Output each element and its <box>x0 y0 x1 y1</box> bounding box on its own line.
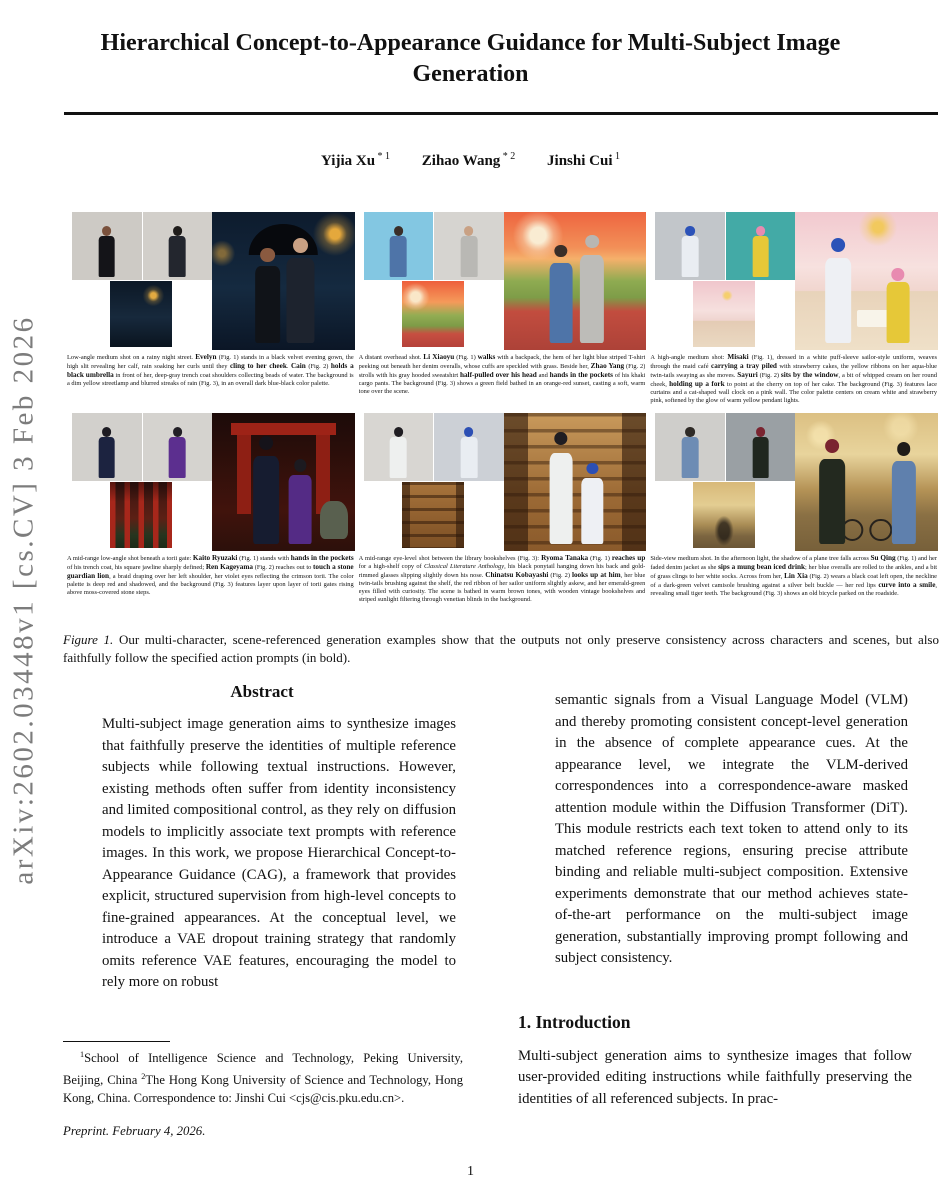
panel-images <box>66 413 355 551</box>
person-silhouette <box>682 236 699 277</box>
preprint-date-line: Preprint. February 4, 2026. <box>63 1124 206 1139</box>
reference-image-scene <box>693 281 755 347</box>
author-affiliation-mark: * 2 <box>500 151 516 162</box>
subject-references <box>364 212 504 280</box>
author-3 <box>547 153 620 169</box>
footnote-divider <box>63 1041 170 1042</box>
person-silhouette <box>255 266 281 343</box>
reference-images <box>66 212 212 347</box>
reference-image-subject-2 <box>143 413 213 481</box>
introduction-paragraph: Multi-subject generation aims to synthesize images that follow user-provided editing instructions while faithfully preserving the identities of all referenced subjects. In prac- <box>518 1047 912 1107</box>
person-silhouette <box>253 456 279 544</box>
panel-rainy-street <box>66 212 355 408</box>
left-column <box>63 680 461 994</box>
panel-caption: A mid-range low-angle shot beneath a torii gate: Kaito Ryuzaki (Fig. 1) stands with hands in the pockets of his trench coat, his square jawline sharply defined; Ren Kageyama (Fig. 2) reaches out to touch a stone guardian lion, a braid draping over her left shoulder, her violet eyes reflecting the crimson torii. The color palette is deep red and shadowed, and the background (Fig. 3) features layer upon layer of torii gates rising above moss-covered stone steps. <box>67 554 354 597</box>
abstract-text-part-2: semantic signals from a Visual Language Model (VLM) and thereby promoting consistent concept-level generation in the absence of complete appearance cues. At the appearance level, we integrate the VLM-derived correspondences into a correspondence-aware masked attention module within the Diffusion Transformer (DiT). This module restricts each text token to attend only to its matched reference regions, ensuring precise attribute binding and reliable multi-subject composition. Extensive experiments demonstrate that our method achieves state-of-the-art performance on the multi-subject image generation, substantially improving prompt following and subject consistency. <box>555 692 908 966</box>
person-silhouette <box>461 437 478 478</box>
person-silhouette <box>752 437 769 478</box>
person-silhouette <box>98 236 115 277</box>
figure-1-caption <box>63 631 939 667</box>
reference-image-scene <box>693 482 755 548</box>
generated-image <box>795 413 938 551</box>
reference-image-scene <box>402 281 464 347</box>
figure-caption-text: Our multi-character, scene-referenced generation examples show that the outputs not only preserve consistency across characters and scenes, but also faithfully follow the specified action prompts (in bold). <box>63 632 939 665</box>
panel-library <box>358 413 647 628</box>
author-name: Zihao Wang <box>421 153 501 169</box>
figure-1 <box>66 212 938 628</box>
person-silhouette <box>549 453 572 544</box>
title-divider <box>64 112 938 115</box>
reference-images <box>66 413 212 548</box>
panel-images <box>649 212 938 350</box>
panel-autumn-street <box>649 413 938 628</box>
person-silhouette <box>581 478 602 544</box>
person-silhouette <box>580 255 604 343</box>
reference-image-scene <box>110 482 172 548</box>
person-silhouette <box>820 459 846 545</box>
right-column <box>518 690 912 1110</box>
subject-references <box>364 413 504 481</box>
panel-caption: Low-angle medium shot on a rainy night street. Evelyn (Fig. 1) stands in a black velvet evening gown, the high slit revealing her calf, rain soaking her curls until they cling to her cheek. Cain (Fig. 2) holds a black umbrella in front of her, deep-gray trench coat shoulders collecting beads of water. The background is a dim yellow streetlamp and blurred streaks of rain (Fig. 3), in an overall dark blue-black color palette. <box>67 353 354 388</box>
reference-image-scene <box>110 281 172 347</box>
panel-maid-cafe <box>649 212 938 408</box>
reference-image-subject-1 <box>72 413 142 481</box>
reference-image-subject-1 <box>655 413 725 481</box>
generated-image <box>212 212 355 350</box>
subject-references <box>72 212 212 280</box>
author-1 <box>321 153 390 169</box>
generated-image <box>795 212 938 350</box>
person-silhouette <box>887 282 910 343</box>
person-silhouette <box>287 258 314 344</box>
figure-row-1 <box>66 212 938 408</box>
author-name: Jinshi Cui <box>547 153 613 169</box>
panel-images <box>66 212 355 350</box>
reference-image-subject-2 <box>434 413 504 481</box>
page-number: 1 <box>467 1164 474 1179</box>
panel-torii-gate <box>66 413 355 628</box>
figure-caption-label: Figure 1. <box>63 632 114 647</box>
abstract-text-part-1: Multi-subject image generation aims to synthesize images that faithfully preserve the identities of multiple reference subjects while following textual instructions. However, existing methods often suffer from identity inconsistency and limited compositional control, as they rely on diffusion models to implicitly associate text prompts with reference images. In this work, we propose Hierarchical Concept-to-Appearance Guidance (CAG), a framework that provides explicit, structured supervision from high-level concepts to fine-grained appearances. At the conceptual level, we introduce a VAE dropout training strategy that randomly omits reference VAE features, encouraging the model to rely more on robust <box>102 716 456 990</box>
generated-image <box>504 413 647 551</box>
reference-image-subject-2 <box>726 413 796 481</box>
reference-images <box>649 212 795 347</box>
panel-images <box>358 413 647 551</box>
reference-image-subject-1 <box>72 212 142 280</box>
person-silhouette <box>892 461 916 544</box>
person-silhouette <box>549 263 572 343</box>
arxiv-watermark: arXiv:2602.03448v1 [cs.CV] 3 Feb 2026 <box>7 315 40 885</box>
panel-caption: A distant overhead shot. Li Xiaoyu (Fig. 1) walks with a backpack, the hem of her light blue striped T-shirt peeking out beneath her denim overalls, whose cuffs are speckled with grass. Beside her, Zhao Yang (Fig. 2) strolls with his gray hooded sweatshirt half-pulled over his head and hands in the pockets of his khaki cargo pants. The background (Fig. 3) shows a green field bathed in an orange-red sunset, casting a soft, warm tone over the scene. <box>358 353 646 396</box>
person-silhouette <box>390 236 407 277</box>
author-2 <box>422 153 516 169</box>
authors-line <box>0 151 941 170</box>
author-name: Yijia Xu <box>321 153 376 169</box>
footnote-block <box>63 1041 463 1139</box>
stone-lion-shape <box>320 501 347 538</box>
author-affiliation-mark: 1 <box>612 151 620 162</box>
cafe-table-shape <box>857 310 890 327</box>
panel-images <box>358 212 647 350</box>
reference-image-subject-1 <box>655 212 725 280</box>
panel-caption: Side-view medium shot. In the afternoon light, the shadow of a plane tree falls across Su Qing (Fig. 1) and her faded denim jacket as she sips a mung bean iced drink; her blue overalls are rolled to the ankles, and a bit of grass clings to her white socks. Across from her, Lin Xia (Fig. 2) wears a black coat left open, the neckline of a dark-green velvet camisole brushing against a silver belt buckle — her red lips curve into a smile, revealing small tiger teeth. The background (Fig. 3) shows an old bicycle parked on the roadside. <box>650 554 938 598</box>
umbrella-shape <box>249 224 317 254</box>
subject-references <box>655 212 795 280</box>
person-silhouette <box>169 437 186 478</box>
generated-image <box>504 212 647 350</box>
panel-sunset-track <box>358 212 647 408</box>
person-silhouette <box>825 258 851 344</box>
person-silhouette <box>682 437 699 478</box>
reference-image-subject-2 <box>726 212 796 280</box>
abstract-heading: Abstract <box>230 682 294 701</box>
reference-image-scene <box>402 482 464 548</box>
introduction-heading: 1. Introduction <box>518 1011 631 1032</box>
reference-image-subject-1 <box>364 413 434 481</box>
reference-image-subject-2 <box>434 212 504 280</box>
person-silhouette <box>289 475 312 544</box>
torii-gate-shape <box>231 423 337 435</box>
person-silhouette <box>390 437 407 478</box>
bicycle-shape <box>841 515 892 541</box>
subject-references <box>655 413 795 481</box>
author-affiliation-mark: * 1 <box>375 151 391 162</box>
reference-image-subject-2 <box>143 212 213 280</box>
reference-images <box>358 212 504 347</box>
person-silhouette <box>461 236 478 277</box>
person-silhouette <box>169 236 186 277</box>
subject-references <box>72 413 212 481</box>
paper-title: Hierarchical Concept-to-Appearance Guidance for Multi-Subject Image Generation <box>100 30 841 87</box>
panel-images <box>649 413 938 551</box>
reference-images <box>358 413 504 548</box>
reference-image-subject-1 <box>364 212 434 280</box>
person-silhouette <box>752 236 769 277</box>
panel-caption: A high-angle medium shot: Misaki (Fig. 1), dressed in a white puff-sleeve sailor-style uniform, weaves through the maid café carrying a tray piled with strawberry cakes, the yellow ribbons on her aqua-blue twin-tails swaying as she moves. Sayuri (Fig. 2) sits by the window, a bit of whipped cream on her round cheek, holding up a fork to point at the cherry on top of her cake. The background (Fig. 3) features lace curtains and a cat-shaped wall clock on a pink wall. The color palette centers on cream white and strawberry pink, softened by the glow of warm yellow pendant lights. <box>650 353 938 405</box>
person-silhouette <box>98 437 115 478</box>
affiliation-footnote: $^1$School of Intelligence Science and Technology, Peking University, Beijing, China $^2$The Hong Kong University of Science and Technology, Hong Kong, China. Correspondence to: Jinshi Cui <cjs@cis.pku.edu.cn>. <box>63 1050 463 1105</box>
panel-caption: A mid-range eye-level shot between the library bookshelves (Fig. 3): Ryoma Tanaka (Fig. 1) reaches up for a high-shelf copy of Classical Literature Anthology, his black ponytail hanging down his back and gold-rimmed glasses slipping slightly down his nose. Chinatsu Kobayashi (Fig. 2) looks up at him, her blue twin-tails brushing against the shelf, the red ribbon of her sailor uniform slightly askew, and her emerald-green eyes filled with curiosity. The scene is bathed in warm brown tones, with wooden vintage bookshelves and striped sunlight filtering through venetian blinds in the background. <box>358 554 646 604</box>
generated-image <box>212 413 355 551</box>
figure-row-2 <box>66 413 938 628</box>
reference-images <box>649 413 795 548</box>
